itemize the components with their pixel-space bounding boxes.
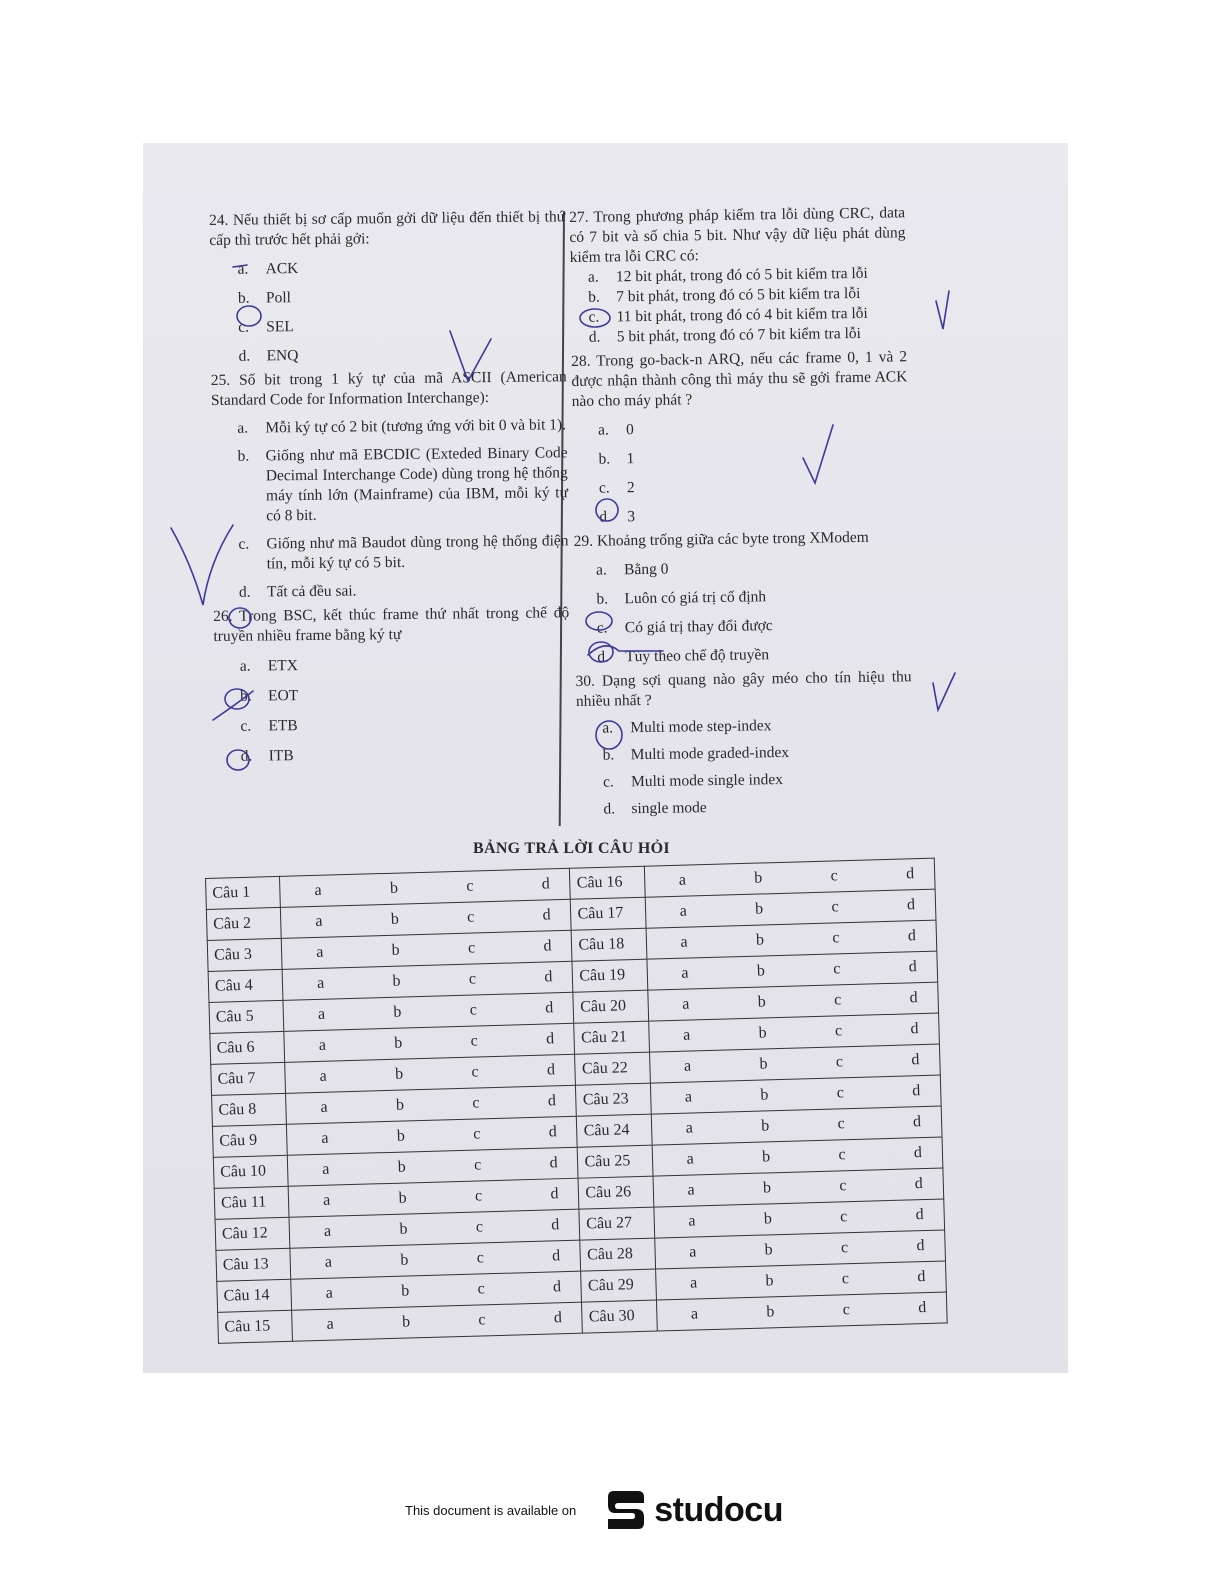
option-text: 2 [626, 479, 635, 497]
choice-group [663, 1299, 941, 1325]
choice-letter[interactable]: a [315, 912, 323, 930]
choice-letter[interactable]: d [549, 1154, 558, 1172]
option-text: 5 bit phát, trong đó có 7 bit kiểm tra lỗi [616, 324, 861, 346]
choice-letter[interactable]: a [315, 943, 324, 961]
option-text: Có giá trị thay đổi được [624, 617, 773, 637]
choice-letter[interactable]: c [466, 877, 474, 895]
question-number-cell: Câu 4 [208, 969, 283, 1002]
choice-letter[interactable]: b [764, 1241, 773, 1259]
choice-letter[interactable]: a [684, 1088, 693, 1106]
option-text: ETB [268, 717, 298, 735]
answer-option [238, 285, 566, 308]
choice-letter[interactable]: b [765, 1272, 774, 1290]
choice-letter[interactable]: a [322, 1160, 330, 1178]
choice-letter[interactable]: c [476, 1249, 485, 1267]
choice-group [659, 1175, 937, 1201]
choice-letter[interactable]: d [551, 1216, 560, 1234]
choice-letter[interactable]: b [394, 1034, 403, 1052]
question-number-cell: Câu 25 [578, 1145, 653, 1178]
choice-letter[interactable]: d [546, 1061, 556, 1079]
question-number-cell: Câu 18 [572, 928, 647, 961]
answer-table-title: BẢNG TRẢ LỜI CÂU HỎI [473, 840, 670, 857]
choice-letter[interactable]: a [679, 902, 688, 920]
choice-letter[interactable]: b [400, 1282, 410, 1300]
question-text: 27. Trong phương pháp kiểm tra lỗi dùng CRC, data có 7 bit và số chia 5 bit. Như vậy dữ liệu phát dùng kiểm tra lỗi CRC có: [569, 204, 906, 266]
answer-option [238, 256, 566, 279]
option-text: Multi mode graded-index [630, 743, 790, 764]
choice-group [658, 1113, 936, 1139]
option-text: single mode [631, 799, 707, 818]
option-label: b. [596, 590, 609, 608]
right-column [569, 203, 914, 824]
question-text: 24. Nếu thiết bị sơ cấp muốn gởi dữ liệu đến thiết bị thứ cấp thì trước hết phải gởi: [209, 208, 566, 249]
choice-letter[interactable]: a [682, 1026, 691, 1044]
studocu-logo[interactable] [602, 1487, 783, 1533]
answer-option [237, 443, 568, 526]
question-number-cell: Câu 12 [215, 1217, 290, 1250]
option-label: d. [588, 328, 601, 346]
choice-group [298, 1278, 576, 1304]
answer-option [589, 323, 907, 347]
option-text: Bằng 0 [623, 560, 669, 579]
option-label: d. [238, 583, 251, 601]
choice-group [294, 1154, 572, 1180]
option-text: ENQ [266, 347, 299, 365]
choice-letter[interactable]: b [399, 1220, 408, 1238]
choice-letter[interactable]: d [543, 937, 552, 955]
choice-letter[interactable]: b [759, 1055, 768, 1073]
answer-option [238, 531, 568, 574]
answer-option [237, 415, 567, 438]
choice-letter[interactable]: d [552, 1278, 562, 1296]
answer-option [239, 579, 569, 602]
footer-text: This document is available on [405, 1502, 577, 1518]
answer-option [603, 795, 913, 819]
check-mark-icon [936, 291, 949, 329]
question-number-cell: Câu 6 [210, 1031, 285, 1064]
choice-letter[interactable]: d [912, 1113, 922, 1131]
choice-letter[interactable]: a [314, 881, 322, 899]
choice-group [289, 968, 567, 994]
choice-letter[interactable]: b [761, 1148, 771, 1166]
choice-letter[interactable]: b [392, 972, 401, 990]
choice-letter[interactable]: a [687, 1181, 695, 1199]
choice-letter[interactable]: a [685, 1119, 694, 1137]
question-30 [575, 667, 913, 820]
option-label: c. [598, 479, 610, 497]
choice-letter[interactable]: a [322, 1191, 331, 1209]
question-number-cell: Câu 9 [212, 1124, 287, 1157]
choice-letter[interactable]: b [389, 879, 399, 897]
option-text: 11 bit phát, trong đó có 4 bit kiểm tra lỗi [616, 304, 868, 326]
choice-letter[interactable]: b [393, 1003, 402, 1021]
choice-letter[interactable]: d [917, 1268, 926, 1286]
question-text: 28. Trong go-back-n ARQ, nếu các frame 0, 1 và 2 được nhận thành công thì máy thu sẽ gởi frame ACK nào cho máy phát ? [571, 348, 908, 410]
choice-group [291, 1030, 569, 1056]
choice-letter[interactable]: a [316, 974, 325, 992]
choice-group [296, 1216, 574, 1242]
option-label: a. [597, 421, 609, 439]
choice-group [658, 1144, 936, 1170]
choice-group [287, 906, 565, 932]
question-number-cell: Câu 17 [571, 897, 646, 930]
choice-letter[interactable]: d [906, 896, 916, 914]
question-number-cell: Câu 24 [577, 1114, 652, 1147]
choice-letter[interactable]: d [913, 1144, 923, 1162]
answer-option [597, 614, 911, 638]
option-label: b. [588, 288, 600, 306]
choice-group [660, 1206, 938, 1232]
choice-letter[interactable]: c [835, 1053, 844, 1071]
question-27 [569, 203, 907, 348]
choice-letter[interactable]: a [320, 1098, 328, 1116]
choice-letter[interactable]: b [754, 869, 763, 887]
option-label: b. [602, 746, 615, 764]
choice-letter[interactable]: b [400, 1251, 409, 1269]
option-text: Poll [265, 289, 291, 307]
question-number-cell: Câu 5 [209, 1000, 284, 1033]
choice-letter[interactable]: d [545, 1030, 555, 1048]
option-text: SEL [266, 318, 294, 336]
option-text: Multi mode single index [630, 771, 784, 791]
choice-group [656, 1051, 934, 1077]
choice-group [654, 989, 932, 1015]
choice-letter[interactable]: c [839, 1208, 848, 1226]
choice-letter[interactable]: a [318, 1036, 327, 1054]
choice-letter[interactable]: d [911, 1082, 921, 1100]
option-label: a. [239, 657, 251, 675]
choice-letter[interactable]: a [689, 1274, 698, 1292]
option-text: Tùy theo chế độ truyền [625, 646, 770, 666]
question-number-cell: Câu 10 [213, 1155, 288, 1188]
choice-letter[interactable]: d [547, 1092, 557, 1110]
option-text: Giống như mã Baudot dùng trong hệ thống điện tín, mỗi ký tự có 5 bit. [266, 532, 569, 573]
answer-option [240, 713, 570, 736]
question-text: 30. Dạng sợi quang nào gây méo cho tín hiệu thu nhiều nhất ? [575, 668, 912, 710]
answer-option [597, 643, 911, 667]
choice-letter[interactable]: b [390, 910, 400, 928]
choice-letter[interactable]: c [467, 939, 476, 957]
answer-option [598, 445, 908, 469]
answer-option [599, 474, 909, 498]
choice-letter[interactable]: a [682, 995, 690, 1013]
choice-letter[interactable]: d [914, 1175, 924, 1193]
choice-letter[interactable]: d [909, 989, 918, 1007]
choice-letter[interactable]: a [317, 1005, 326, 1023]
answer-option [240, 653, 570, 676]
answer-option [603, 768, 913, 792]
choice-letter[interactable]: d [908, 958, 917, 976]
option-label: b. [598, 450, 611, 468]
choice-letter[interactable]: b [391, 941, 400, 959]
question-number-cell: Câu 20 [573, 990, 648, 1023]
answer-option [598, 416, 908, 440]
choice-letter[interactable]: b [398, 1189, 407, 1207]
choice-letter[interactable]: d [905, 865, 915, 883]
choice-letter[interactable]: b [755, 931, 765, 949]
choice-letter[interactable]: d [911, 1051, 920, 1069]
option-label: c. [240, 717, 252, 735]
option-label: a. [587, 268, 599, 286]
option-label: d. [599, 508, 612, 526]
question-number-cell: Câu 21 [574, 1021, 649, 1054]
option-text: 1 [626, 450, 635, 468]
choice-letter[interactable]: d [553, 1309, 563, 1327]
question-number-cell: Câu 15 [218, 1310, 293, 1343]
question-25 [211, 367, 569, 603]
choice-letter[interactable]: b [766, 1303, 775, 1321]
choice-group [291, 1061, 569, 1087]
choice-letter[interactable]: c [469, 1001, 478, 1019]
option-label: d. [597, 648, 610, 666]
choice-letter[interactable]: a [686, 1150, 694, 1168]
choice-letter[interactable]: a [678, 871, 687, 889]
option-label: c. [238, 535, 250, 553]
choice-letter[interactable]: a [323, 1222, 332, 1240]
option-text: EOT [267, 687, 299, 705]
option-label: d. [240, 747, 253, 765]
choice-letter[interactable]: b [763, 1210, 773, 1228]
question-number-cell: Câu 30 [582, 1300, 657, 1333]
choice-group [653, 958, 931, 984]
choice-group [288, 937, 566, 963]
choice-letter[interactable]: d [550, 1185, 559, 1203]
option-label: a. [602, 719, 614, 737]
question-number-cell: Câu 23 [576, 1083, 651, 1116]
choice-letter[interactable]: c [830, 867, 839, 885]
choice-letter[interactable]: c [834, 1022, 843, 1040]
question-number-cell: Câu 19 [572, 959, 647, 992]
option-text: Multi mode step-index [630, 717, 772, 737]
choice-group [298, 1309, 576, 1335]
question-29 [574, 527, 912, 668]
choice-group [652, 927, 930, 953]
answer-option [596, 556, 910, 580]
choice-letter[interactable]: d [918, 1299, 927, 1317]
option-label: b. [239, 687, 252, 705]
question-text: 25. Số bit trong 1 ký tự của mã ASCII (American Standard Code for Information Interchange): [210, 368, 567, 409]
choice-letter[interactable]: c [831, 898, 839, 916]
question-number-cell: Câu 27 [579, 1207, 654, 1240]
choice-letter[interactable]: b [760, 1086, 769, 1104]
answer-option [602, 714, 912, 738]
choice-letter[interactable]: d [542, 906, 551, 924]
choice-letter[interactable]: c [842, 1301, 851, 1319]
studocu-brand: studocu [654, 1490, 783, 1529]
choice-group [293, 1123, 571, 1149]
question-number-cell: Câu 1 [206, 876, 281, 909]
choice-letter[interactable]: c [470, 1032, 478, 1050]
choice-letter[interactable]: b [401, 1313, 411, 1331]
option-label: c. [596, 619, 608, 637]
answer-option [241, 743, 571, 766]
choice-letter[interactable]: c [833, 991, 842, 1009]
choice-letter[interactable]: a [319, 1067, 328, 1085]
option-label: c. [238, 318, 250, 336]
choice-group [290, 999, 568, 1025]
choice-letter[interactable]: d [548, 1123, 557, 1141]
choice-letter[interactable]: c [473, 1125, 481, 1143]
footer [405, 1480, 783, 1540]
option-text: ITB [268, 747, 294, 765]
answer-option [238, 343, 566, 366]
option-label: b. [237, 447, 250, 465]
choice-letter[interactable]: c [473, 1156, 482, 1174]
option-text: Giống như mã EBCDIC (Exteded Binary Code Decimal Interchange Code) dùng trong hệ thống máy tính lớn (Mainframe) của IBM, mỗi ký tự có 8 bit. [265, 444, 569, 525]
question-number-cell: Câu 3 [207, 938, 282, 971]
choice-letter[interactable]: a [688, 1243, 697, 1261]
choice-letter[interactable]: c [472, 1094, 480, 1112]
answer-option [596, 585, 910, 609]
choice-letter[interactable]: a [688, 1212, 696, 1230]
option-text: Luôn có giá trị cố định [624, 588, 767, 608]
answer-table [205, 858, 948, 1344]
choice-letter[interactable]: d [910, 1020, 919, 1038]
option-text: 7 bit phát, trong đó có 5 bit kiểm tra lỗi [616, 284, 861, 306]
choice-group [295, 1185, 573, 1211]
question-number-cell: Câu 2 [206, 907, 281, 940]
choice-letter[interactable]: b [762, 1179, 772, 1197]
choice-letter[interactable]: c [478, 1311, 486, 1329]
choice-group [651, 896, 929, 922]
choice-letter[interactable]: d [907, 927, 917, 945]
choice-letter[interactable]: a [681, 964, 689, 982]
left-column [209, 207, 571, 771]
question-text: 29. Khoảng trống giữa các byte trong XModem [573, 528, 869, 550]
choice-letter[interactable]: d [916, 1237, 925, 1255]
choice-letter[interactable]: d [915, 1206, 924, 1224]
option-label: d. [603, 800, 616, 818]
choice-letter[interactable]: c [840, 1239, 849, 1257]
exam-paper [143, 143, 1068, 1373]
studocu-logo-icon [602, 1487, 648, 1533]
choice-letter[interactable]: b [397, 1158, 406, 1176]
choice-group [286, 875, 564, 901]
question-number-cell: Câu 7 [211, 1062, 286, 1095]
choice-letter[interactable]: b [754, 900, 764, 918]
choice-letter[interactable]: d [545, 999, 554, 1017]
answer-option [603, 741, 913, 765]
question-number-cell: Câu 16 [570, 866, 645, 899]
question-24 [209, 207, 567, 367]
choice-letter[interactable]: c [475, 1218, 484, 1236]
choice-letter[interactable]: c [477, 1280, 485, 1298]
choice-letter[interactable]: c [474, 1187, 483, 1205]
option-text: 0 [625, 421, 634, 439]
choice-group [662, 1268, 940, 1294]
choice-letter[interactable]: c [838, 1146, 846, 1164]
choice-letter[interactable]: b [757, 993, 766, 1011]
option-text: 3 [627, 508, 636, 526]
check-mark-icon [933, 673, 955, 710]
choice-letter[interactable]: a [326, 1315, 334, 1333]
choice-group [655, 1020, 933, 1046]
choice-letter[interactable]: c [833, 960, 841, 978]
option-text: ACK [265, 260, 299, 278]
question-number-cell: Câu 14 [217, 1279, 292, 1312]
option-label: c. [588, 308, 600, 326]
question-number-cell: Câu 11 [214, 1186, 289, 1219]
question-26 [213, 603, 571, 767]
question-number-cell: Câu 26 [579, 1176, 654, 1209]
choice-letter[interactable]: a [690, 1305, 699, 1323]
option-text: Tất cả đều sai. [266, 582, 357, 601]
choice-letter[interactable]: b [394, 1065, 404, 1083]
choice-group [651, 865, 929, 891]
choice-letter[interactable]: b [758, 1024, 767, 1042]
choice-letter[interactable]: c [841, 1270, 850, 1288]
choice-letter[interactable]: a [321, 1129, 329, 1147]
choice-group [292, 1092, 570, 1118]
question-number-cell: Câu 22 [575, 1052, 650, 1085]
question-number-cell: Câu 8 [212, 1093, 287, 1126]
choice-letter[interactable]: c [837, 1115, 845, 1133]
option-text: Mỗi ký tự có 2 bit (tương ứng với bit 0 và bit 1). [265, 416, 567, 437]
choice-letter[interactable]: c [466, 908, 475, 926]
option-label: d. [238, 347, 251, 365]
choice-letter[interactable]: d [544, 968, 553, 986]
option-label: a. [237, 419, 249, 437]
choice-letter[interactable]: c [471, 1063, 479, 1081]
question-text: 26. Trong BSC, kết thúc frame thứ nhất trong chế độ truyền nhiều frame bằng ký tự [213, 604, 570, 645]
choice-letter[interactable]: c [836, 1084, 845, 1102]
answer-option [240, 683, 570, 706]
choice-letter[interactable]: c [468, 970, 477, 988]
question-number-cell: Câu 29 [581, 1269, 656, 1302]
choice-group [297, 1247, 575, 1273]
choice-group [657, 1082, 935, 1108]
option-label: c. [602, 773, 614, 791]
choice-group [661, 1237, 939, 1263]
choice-letter[interactable]: c [839, 1177, 847, 1195]
choice-letter[interactable]: a [325, 1284, 334, 1302]
option-text: ETX [267, 657, 298, 675]
choice-letter[interactable]: a [324, 1253, 333, 1271]
option-label: a. [237, 260, 249, 278]
option-text: 12 bit phát, trong đó có 5 bit kiểm tra lỗi [615, 264, 868, 286]
answer-option [238, 314, 566, 337]
question-number-cell: Câu 13 [216, 1248, 291, 1281]
choice-letter[interactable]: c [832, 929, 840, 947]
choice-letter[interactable]: a [680, 933, 688, 951]
choice-letter[interactable]: d [551, 1247, 561, 1265]
choice-letter[interactable]: b [756, 962, 766, 980]
choice-letter[interactable]: d [541, 875, 551, 893]
question-number-cell: Câu 28 [580, 1238, 655, 1271]
choice-letter[interactable]: b [760, 1117, 770, 1135]
answer-option [599, 503, 909, 527]
choice-letter[interactable]: b [395, 1096, 405, 1114]
choice-letter[interactable]: a [683, 1057, 692, 1075]
option-label: b. [237, 289, 250, 307]
option-label: a. [595, 561, 607, 579]
question-28 [571, 347, 909, 528]
choice-letter[interactable]: b [396, 1127, 406, 1145]
